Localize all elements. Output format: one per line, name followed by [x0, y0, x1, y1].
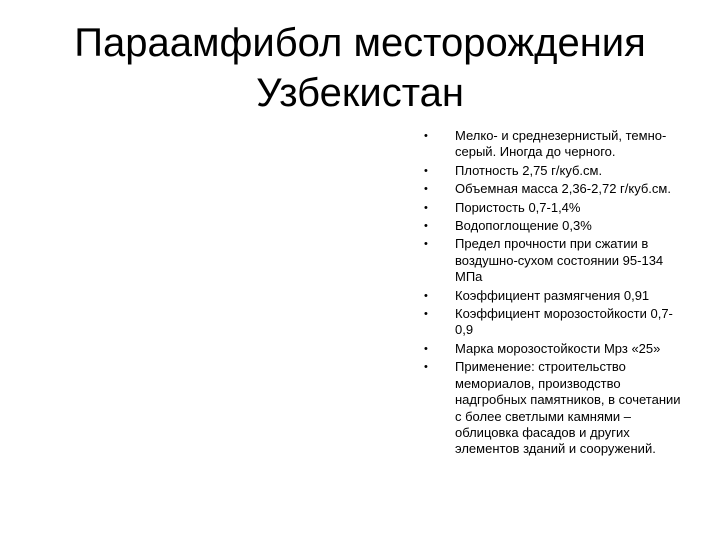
bullet-icon: •	[424, 289, 428, 302]
list-item	[420, 181, 690, 197]
bullet-icon: •	[424, 342, 428, 355]
bullet-icon: •	[424, 220, 428, 233]
bullet-icon: •	[424, 130, 428, 142]
bullet-text: Плотность 2,75 г/куб.см.	[455, 162, 603, 178]
list-item	[420, 306, 690, 339]
bullet-text: Пористость 0,7-1,4%	[455, 199, 581, 215]
list-item	[420, 218, 690, 234]
list-item	[420, 359, 690, 457]
bullet-icon: •	[424, 238, 428, 251]
slide-title-line-2: Узбекистан	[256, 71, 464, 115]
bullet-icon: •	[424, 183, 428, 196]
bullet-text: Коэффициент размягчения 0,91	[455, 287, 650, 303]
list-item	[420, 288, 690, 304]
bullet-text: Применение: строительство мемориалов, производство надгробных памятников, в сочетании с более светлыми камнями – облицовка фасадов и других элементов зданий и сооружений.	[455, 359, 681, 457]
bullet-text: Водопоглощение 0,3%	[455, 218, 592, 234]
slide-title-line-1: Параамфибол месторождения	[74, 21, 646, 65]
list-item	[420, 200, 690, 216]
list-item	[420, 128, 690, 161]
list-item	[420, 236, 690, 285]
bullet-icon: •	[424, 201, 428, 214]
list-item	[420, 341, 690, 357]
bullet-text: Предел прочности при сжатии в воздушно-сухом состоянии 95-134 МПа	[455, 236, 664, 285]
bullet-text: Объемная масса 2,36-2,72 г/куб.см.	[455, 181, 671, 197]
slide-title	[40, 18, 680, 118]
bullet-text: Мелко- и среднезернистый, темно-серый. Иногда до черного.	[455, 128, 667, 160]
bullet-icon: •	[424, 308, 428, 321]
bullet-list	[420, 128, 690, 460]
bullet-text: Марка морозостойкости Мрз «25»	[455, 340, 661, 356]
bullet-icon: •	[424, 361, 428, 374]
bullet-text: Коэффициент морозостойкости 0,7-0,9	[455, 306, 673, 338]
list-item	[420, 163, 690, 179]
bullet-icon: •	[424, 164, 428, 177]
